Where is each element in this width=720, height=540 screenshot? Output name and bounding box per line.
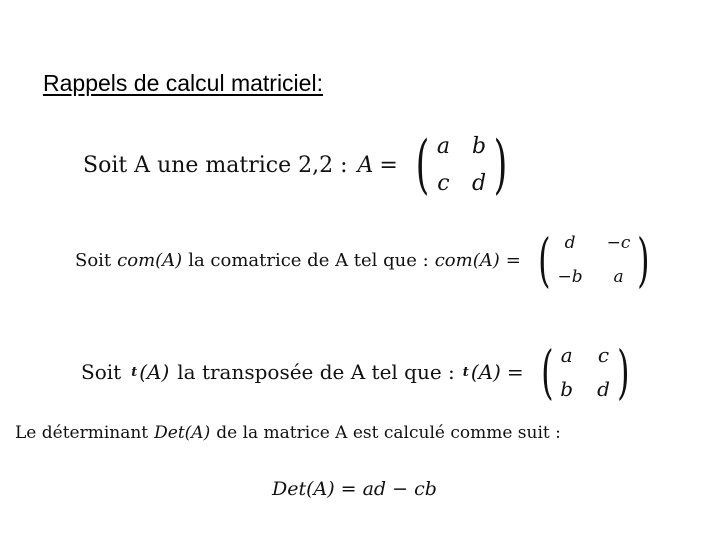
matrix-cell: b [560, 377, 574, 401]
page-title: Rappels de calcul matriciel: [43, 70, 323, 96]
matrix-definition-line [83, 128, 513, 202]
matrix-cell: −b [557, 267, 583, 287]
determinant-symbol: Det(A) [154, 423, 211, 443]
transpose-superscript: t [131, 364, 138, 380]
matrix-cell: d [471, 171, 487, 196]
matrix-cell: c [437, 171, 450, 196]
matrix-definition-text: Soit A une matrice 2,2 : [83, 152, 348, 178]
matrix-cell: a [436, 134, 450, 159]
matrix-symbol: A [357, 152, 374, 178]
transpose-text-b: la transposée de A tel que : [177, 360, 455, 384]
matrix-cell: d [564, 233, 576, 253]
matrix-cell: b [471, 134, 487, 159]
right-paren-icon: ) [493, 128, 508, 202]
transpose-matrix [536, 338, 635, 406]
determinant-description-line [15, 423, 561, 443]
transpose-symbol-2: (A) [470, 360, 501, 384]
equals-sign: = [506, 360, 524, 384]
matrix-cell: a [560, 343, 573, 367]
determinant-rhs: ad − cb [362, 478, 437, 500]
transpose-symbol: (A) [139, 360, 170, 384]
determinant-text-a: Le déterminant [15, 423, 149, 443]
left-paren-icon: ( [540, 338, 554, 406]
comatrix-text-a: Soit [75, 249, 112, 271]
matrix-cell: d [597, 377, 610, 401]
transpose-text-a: Soit [81, 360, 122, 384]
comatrix-line [75, 226, 655, 294]
equals-sign: = [505, 249, 521, 271]
comatrix-text-b: la comatrice de A tel que : [188, 249, 429, 271]
left-paren-icon: ( [415, 128, 430, 202]
left-paren-icon: ( [537, 226, 551, 294]
matrix-cell: c [597, 343, 610, 367]
transpose-line [81, 338, 635, 406]
matrix-a [410, 128, 513, 202]
determinant-lhs: Det(A) [272, 478, 335, 500]
equals-sign: = [340, 478, 357, 500]
matrix-cell: a [613, 267, 624, 287]
determinant-formula [272, 478, 437, 500]
comatrix-symbol: com(A) [117, 249, 183, 271]
comatrix-symbol-2: com(A) [434, 249, 500, 271]
comatrix-matrix [533, 226, 655, 294]
right-paren-icon: ) [637, 226, 650, 294]
transpose-superscript-2: t [462, 364, 469, 380]
matrix-cell: −c [606, 233, 631, 253]
equals-sign: = [379, 152, 398, 178]
determinant-text-b: de la matrice A est calculé comme suit : [216, 423, 561, 443]
right-paren-icon: ) [617, 338, 630, 406]
